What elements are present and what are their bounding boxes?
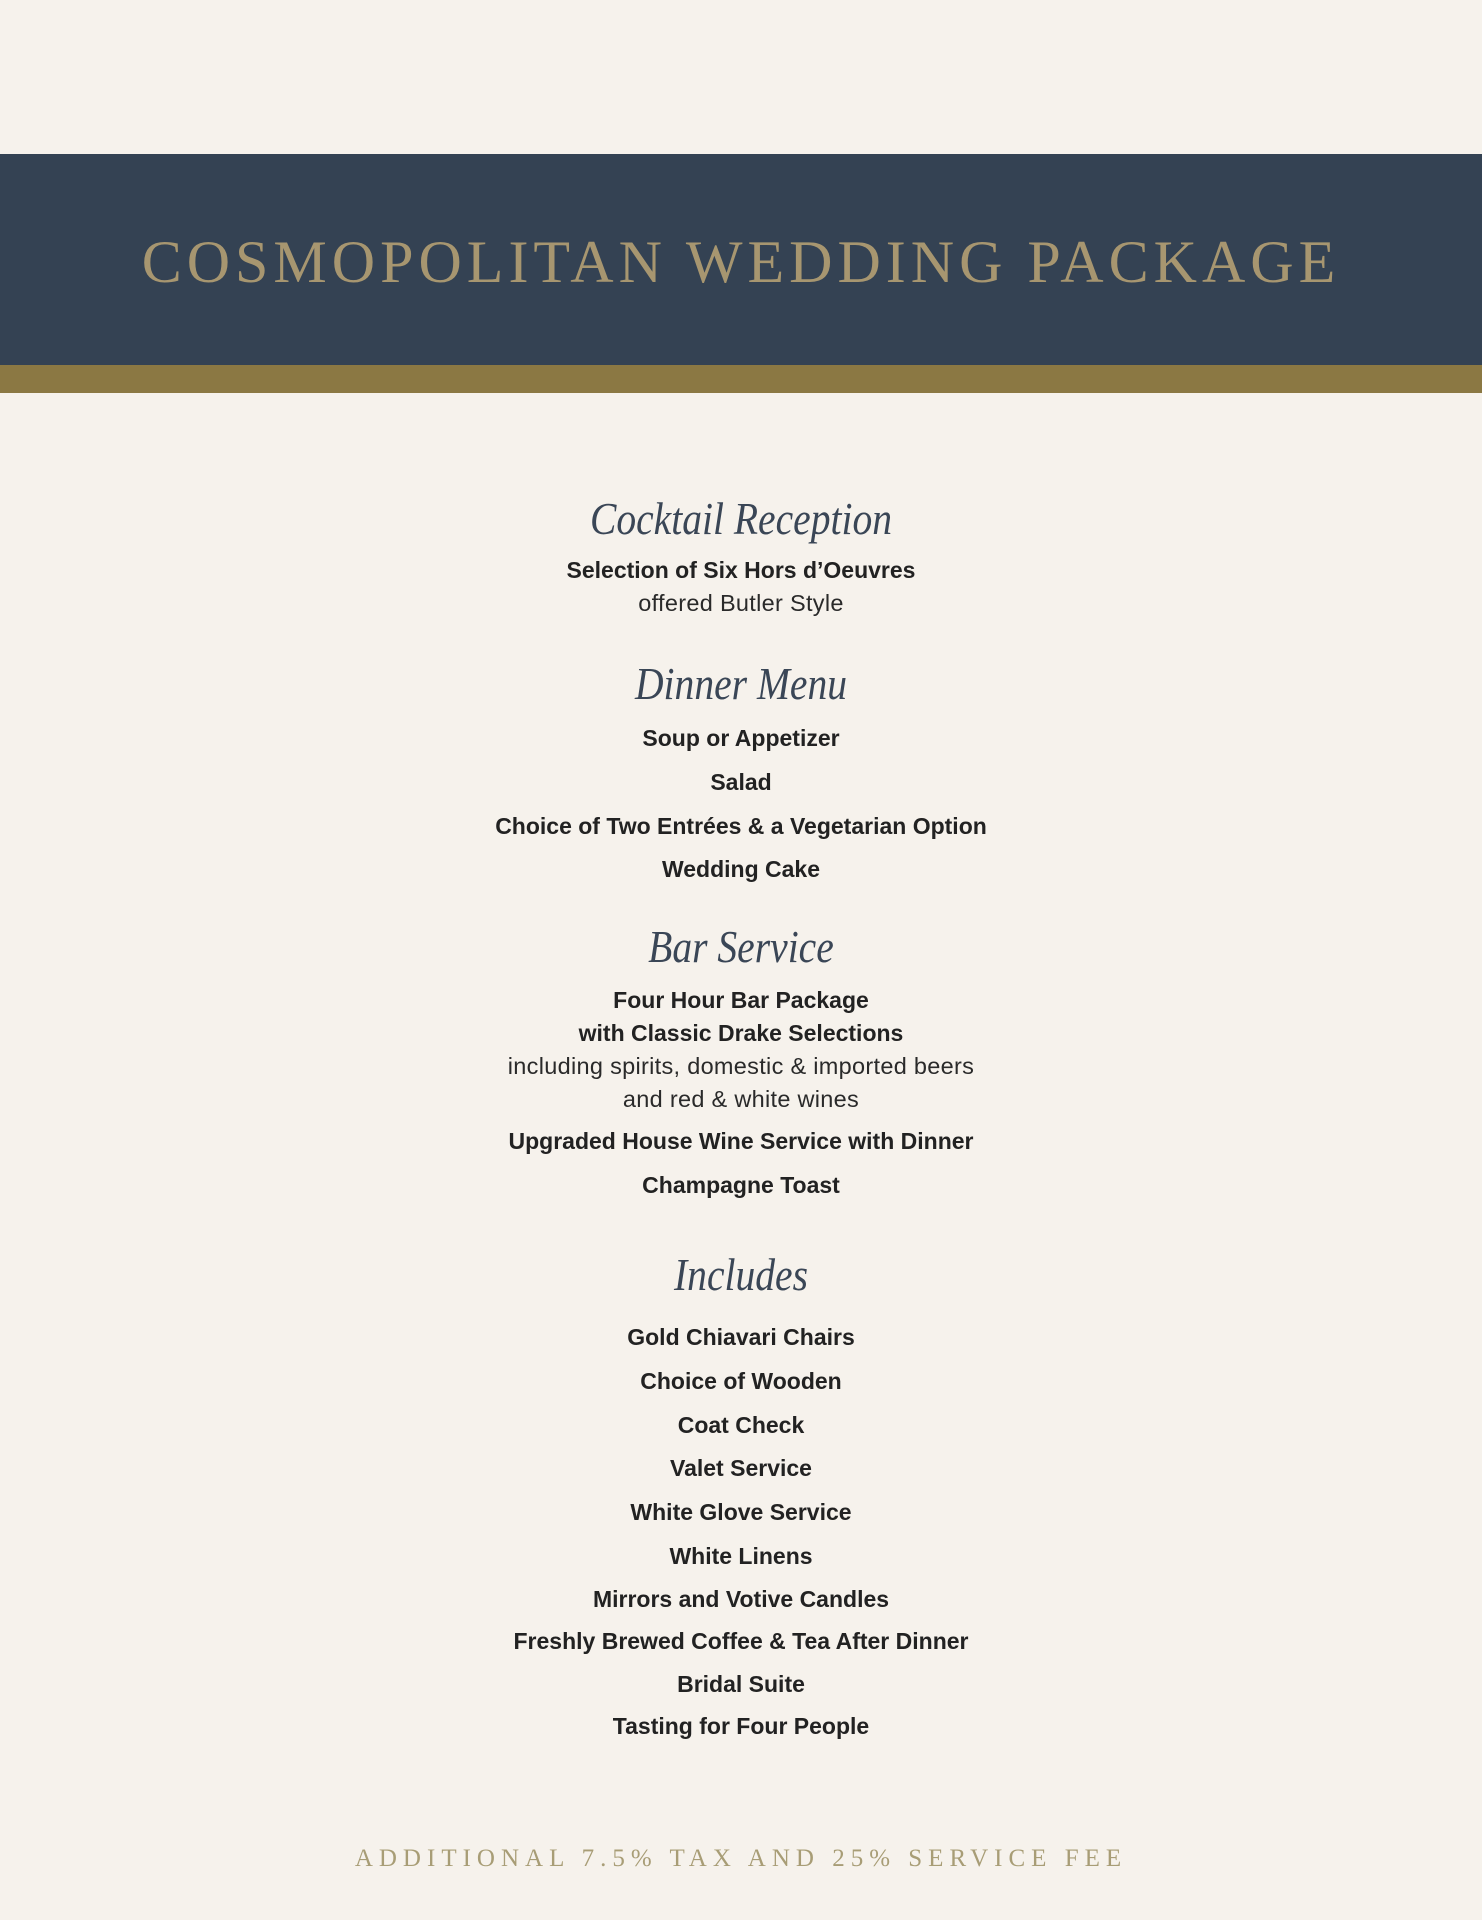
section-title-bar: Bar Service [648, 921, 834, 972]
bar-line-champagne: Champagne Toast [642, 1172, 840, 1198]
section-title-dinner: Dinner Menu [634, 658, 848, 709]
includes-item: Gold Chiavari Chairs [627, 1324, 855, 1350]
includes-item: Valet Service [670, 1455, 812, 1481]
bar-line-house-wine: Upgraded House Wine Service with Dinner [508, 1128, 974, 1154]
dinner-item: Salad [710, 769, 772, 795]
includes-item: Choice of Wooden [640, 1368, 842, 1394]
includes-item: White Linens [669, 1543, 813, 1569]
page-title: COSMOPOLITAN WEDDING PACKAGE [141, 229, 1341, 295]
bar-line-package: Four Hour Bar Package [613, 987, 869, 1013]
includes-item: Coat Check [677, 1412, 805, 1438]
cocktail-line-butler-style: offered Butler Style [638, 590, 844, 616]
bar-line-spirits: including spirits, domestic & imported beers [507, 1053, 975, 1079]
bar-line-selections: with Classic Drake Selections [578, 1020, 904, 1046]
includes-item: White Glove Service [630, 1499, 852, 1525]
dinner-item: Wedding Cake [661, 856, 821, 882]
footer-tax-note: ADDITIONAL 7.5% TAX AND 25% SERVICE FEE [354, 1845, 1128, 1872]
dinner-item: Soup or Appetizer [642, 725, 840, 751]
dinner-item: Choice of Two Entrées & a Vegetarian Option [495, 813, 987, 839]
includes-item: Freshly Brewed Coffee & Tea After Dinner [513, 1628, 969, 1654]
cocktail-line-hors-doeuvres: Selection of Six Hors d’Oeuvres [566, 557, 916, 583]
section-title-includes: Includes [673, 1249, 809, 1300]
includes-item: Mirrors and Votive Candles [592, 1586, 890, 1612]
section-title-cocktail: Cocktail Reception [589, 493, 893, 544]
includes-item: Tasting for Four People [612, 1713, 870, 1739]
bar-line-wines: and red & white wines [622, 1086, 860, 1112]
includes-item: Bridal Suite [677, 1671, 805, 1697]
